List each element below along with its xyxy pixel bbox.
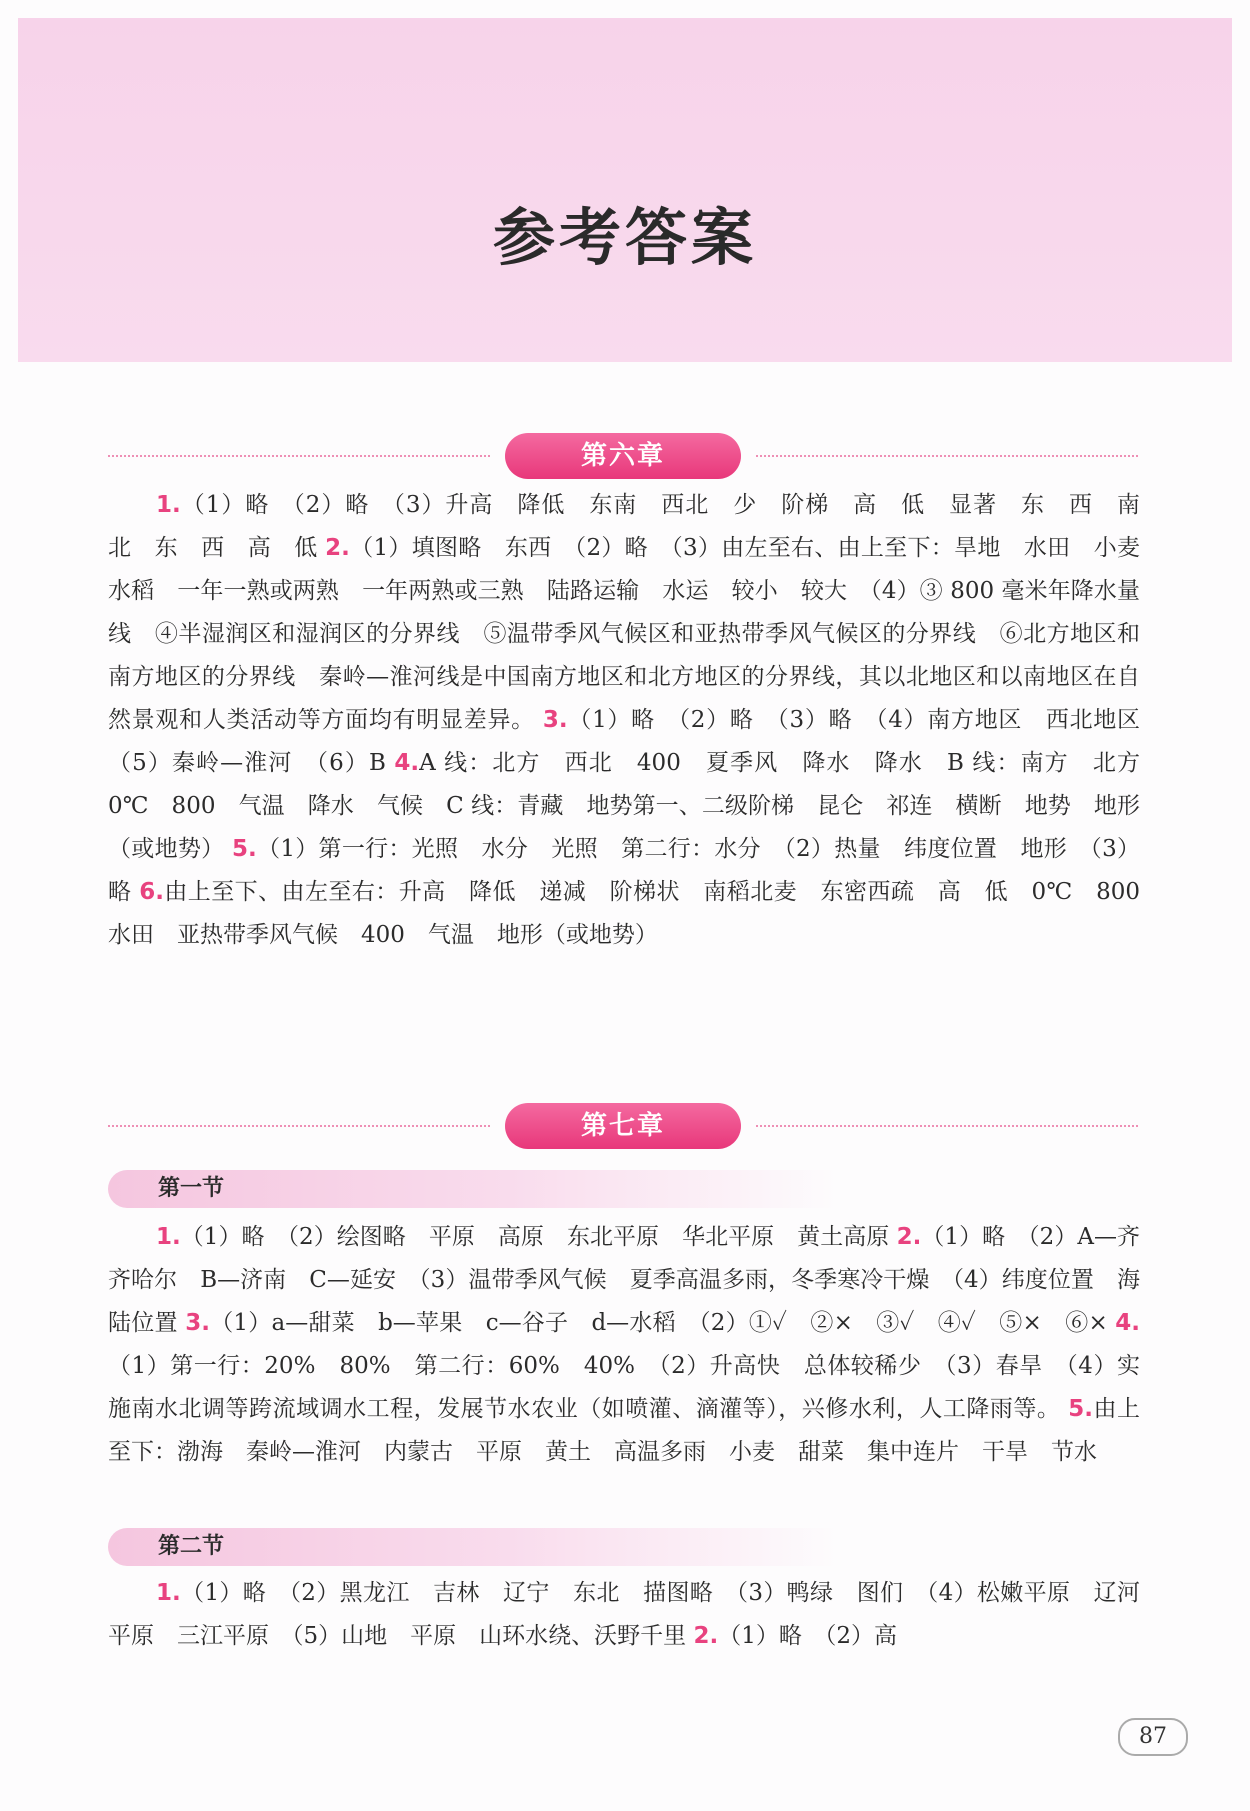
chapter-7-heading [108,1103,1138,1149]
answer-number: 1. [156,492,181,518]
answer-text: （1）略 （2）略 （3）略 （4）南方地区 西北地区 （5）秦岭—淮河 （6）B [108,707,1163,776]
divider-right [756,1125,1138,1127]
title-banner [18,18,1232,362]
answer-number: 2. [896,1224,922,1250]
answer-text: （1）略 （2）高 [718,1623,897,1649]
page-title: 参考答案 [492,201,757,274]
answer-number: 6. [139,879,164,905]
section-2-answers [108,1572,1140,1658]
answer-number: 2. [693,1623,719,1649]
answer-number: 1. [156,1224,181,1250]
answer-text: （1）填图略 东西 （2）略 （3）由左至右、由上至下：旱地 水田 小麦 水稻 一年一熟或两熟 一年两熟或三熟 陆路运输 水运 较小 较大 （4）③ 800 毫米年降水量线 ④半湿润区和湿润区的分界线 ⑤温带季风气候区和亚热带季风气候区的分界线 ⑥北方地区和南方地区的分界线 秦岭—淮河线是中国南方地区和北方地区的分界线，其以北地区和以南地区在自然景观和人类活动等方面均有明显差异。 [108,535,1164,733]
answer-text: （1）略 （2）略 （3）升高 降低 东南 西北 少 阶梯 高 低 显著 东 西 南 北 东 西 高 低 [108,492,1163,561]
answer-number: 4. [394,750,420,776]
answer-text: （1）略 （2）黑龙江 吉林 辽宁 东北 描图略 （3）鸭绿 图们 （4）松嫩平原 辽河平原 三江平原 （5）山地 平原 山环水绕、沃野千里 [108,1580,1140,1649]
answer-text: （1）第一行：光照 水分 光照 第二行：水分 （2）热量 纬度位置 地形 （3）略 [108,836,1141,905]
answer-number: 5. [1068,1396,1093,1422]
answer-number: 3. [542,707,568,733]
chapter-7-label: 第七章 [505,1103,741,1149]
answer-text: （1）略 （2）A—齐齐哈尔 B—济南 C—延安 （3）温带季风气候 夏季高温多雨，冬季寒冷干燥 （4）纬度位置 海陆位置 [108,1224,1140,1336]
chapter-6-answers [108,484,1164,957]
chapter-6-heading [108,433,1138,479]
answer-number: 1. [156,1580,181,1606]
page-number: 87 [1118,1718,1188,1756]
answer-text: （1）第一行：20% 80% 第二行：60% 40% （2）升高快 总体较稀少 （3）春旱 （4）实施南水北调等跨流域调水工程，发展节水农业（如喷灌、滴灌等），兴修水利，人工降雨等。 [108,1353,1140,1422]
divider-right [756,455,1138,457]
answer-text: 由上至下：渤海 秦岭—淮河 内蒙古 平原 黄土 高温多雨 小麦 甜菜 集中连片 干旱 节水 [108,1396,1141,1465]
answer-text: A 线：北方 西北 400 夏季风 降水 降水 B 线：南方 北方 0℃ 800 气温 降水 气候 C 线：青藏 地势第一、二级阶梯 昆仑 祁连 横断 地势 地形（或地势） [108,750,1163,862]
section-1-heading [108,1170,838,1208]
answer-number: 2. [325,535,350,561]
answer-number: 5. [232,836,257,862]
divider-left [108,455,490,457]
answer-text: （1）a—甜菜 b—苹果 c—谷子 d—水稻 （2）①✓ ②× ③✓ ④✓ ⑤× ⑥× [209,1310,1108,1336]
section-2-label: 第二节 [158,1534,225,1559]
answer-text: （1）略 （2）绘图略 平原 高原 东北平原 华北平原 黄土高原 [180,1224,890,1250]
section-2-heading [108,1528,838,1566]
divider-left [108,1125,490,1127]
answer-text: 由上至下、由左至右：升高 降低 递减 阶梯状 南稻北麦 东密西疏 高 低 0℃ 800 水田 亚热带季风气候 400 气温 地形（或地势） [108,879,1164,948]
section-1-answers [108,1216,1140,1474]
chapter-6-label: 第六章 [505,433,741,479]
answer-number: 3. [185,1310,210,1336]
section-1-label: 第一节 [158,1176,225,1201]
answer-number: 4. [1115,1310,1141,1336]
